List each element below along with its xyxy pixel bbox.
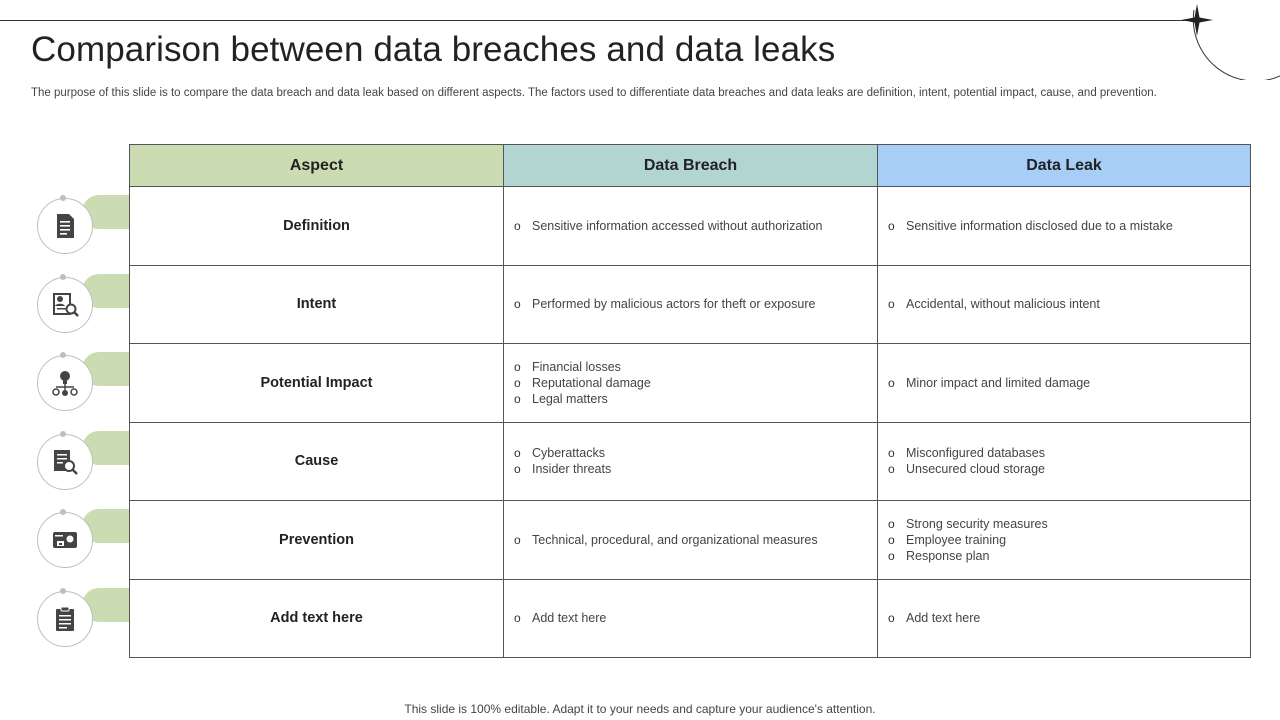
leak-cell <box>878 187 1251 266</box>
breach-cell <box>504 501 878 580</box>
list-item: o Response plan <box>888 548 1250 564</box>
icon-circle <box>37 434 93 490</box>
table-row <box>130 501 1251 580</box>
connector-dot <box>60 352 66 358</box>
list-item: o Add text here <box>888 610 1250 626</box>
list-item: o Insider threats <box>514 461 877 477</box>
top-rule-line <box>0 20 1190 21</box>
list-item: o Financial losses <box>514 359 877 375</box>
slide-footer: This slide is 100% editable. Adapt it to your needs and capture your audience's attention. <box>404 702 876 716</box>
icon-circle <box>37 198 93 254</box>
table-row <box>130 187 1251 266</box>
leak-cell <box>878 265 1251 344</box>
icon-circle <box>37 355 93 411</box>
leak-cell <box>878 579 1251 658</box>
connector-dot <box>60 195 66 201</box>
table-row <box>130 579 1251 658</box>
table-row <box>130 344 1251 423</box>
connector-dot <box>60 509 66 515</box>
list-item: o Technical, procedural, and organizational measures <box>514 532 877 548</box>
leak-cell <box>878 501 1251 580</box>
breach-cell <box>504 579 878 658</box>
list-item: o Cyberattacks <box>514 445 877 461</box>
row-icon-group <box>36 509 130 569</box>
icon-circle <box>37 591 93 647</box>
aspect-cell: Prevention <box>130 501 504 580</box>
row-icon-group <box>36 352 130 412</box>
breach-cell <box>504 187 878 266</box>
aspect-cell: Add text here <box>130 579 504 658</box>
table-row <box>130 422 1251 501</box>
breach-cell <box>504 344 878 423</box>
connector-dot <box>60 588 66 594</box>
corner-decoration <box>1180 0 1280 80</box>
leak-cell <box>878 344 1251 423</box>
aspect-cell: Definition <box>130 187 504 266</box>
sparkle-icon <box>1181 4 1213 36</box>
icon-circle <box>37 277 93 333</box>
list-item: o Employee training <box>888 532 1250 548</box>
connector-dot <box>60 431 66 437</box>
slide-subtitle: The purpose of this slide is to compare the data breach and data leak based on different aspects. The factors used to differentiate data breaches and data leaks are definition, intent, potential impact, cause, and prevention. <box>31 87 1157 99</box>
row-icon-group <box>36 195 130 255</box>
list-item: o Performed by malicious actors for theft or exposure <box>514 296 877 312</box>
connector-dot <box>60 274 66 280</box>
breach-cell <box>504 422 878 501</box>
list-item: o Sensitive information accessed without authorization <box>514 218 877 234</box>
aspect-cell: Potential Impact <box>130 344 504 423</box>
idea-network-icon <box>50 368 80 398</box>
table-row <box>130 265 1251 344</box>
row-icon-group <box>36 274 130 334</box>
breach-cell <box>504 265 878 344</box>
list-item: o Sensitive information disclosed due to a mistake <box>888 218 1250 234</box>
list-item: o Unsecured cloud storage <box>888 461 1250 477</box>
clipboard-icon <box>52 604 78 634</box>
list-item: o Legal matters <box>514 391 877 407</box>
comparison-table <box>129 144 1251 658</box>
list-item: o Add text here <box>514 610 877 626</box>
report-search-icon <box>50 447 80 477</box>
security-card-icon <box>50 525 80 555</box>
list-item: o Strong security measures <box>888 516 1250 532</box>
aspect-cell: Cause <box>130 422 504 501</box>
header-data-breach: Data Breach <box>504 145 878 187</box>
list-item: o Minor impact and limited damage <box>888 375 1250 391</box>
leak-cell <box>878 422 1251 501</box>
header-data-leak: Data Leak <box>878 145 1251 187</box>
document-icon <box>52 212 78 240</box>
list-item: o Misconfigured databases <box>888 445 1250 461</box>
slide-title: Comparison between data breaches and data leaks <box>31 30 836 69</box>
list-item: o Reputational damage <box>514 375 877 391</box>
icon-circle <box>37 512 93 568</box>
row-icon-group <box>36 431 130 491</box>
user-search-icon <box>50 290 80 320</box>
aspect-cell: Intent <box>130 265 504 344</box>
list-item: o Accidental, without malicious intent <box>888 296 1250 312</box>
header-aspect: Aspect <box>130 145 504 187</box>
table-header-row <box>130 145 1251 187</box>
row-icon-group <box>36 588 130 648</box>
